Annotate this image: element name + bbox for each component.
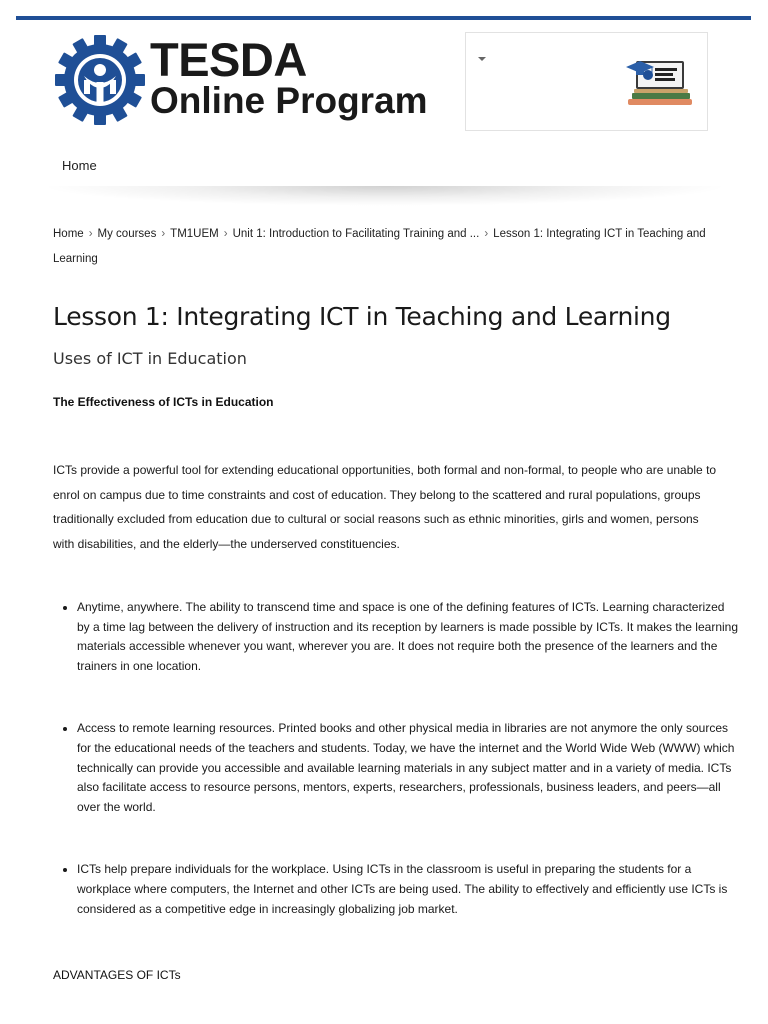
main-nav xyxy=(16,150,751,190)
graduate-laptop-icon xyxy=(624,53,696,113)
logo-title: TESDA xyxy=(150,33,307,86)
nav-home-link[interactable]: Home xyxy=(62,158,97,173)
section-heading: The Effectiveness of ICTs in Education xyxy=(53,395,274,409)
list-item: • Access to remote learning resources. Printed books and other physical media in libraries are not anymore the only sources for the educational needs of the teachers and students. Today, we have the internet and the World Wide Web (WWW) which technically can provide you accessible and available learning materials in any subject matter and in a variety of media. ICTs also facilitate access to resource persons, mentors, experts, researchers, professionals, business leaders, and peers—all over the world. xyxy=(77,719,739,817)
chevron-right-icon: › xyxy=(88,228,93,240)
chevron-right-icon: › xyxy=(161,228,166,240)
caret-down-icon[interactable] xyxy=(478,57,486,61)
advantages-heading: ADVANTAGES OF ICTs xyxy=(53,968,181,982)
logo-subtitle: Online Program xyxy=(150,80,428,121)
points-list xyxy=(53,598,739,962)
breadcrumb xyxy=(53,222,723,272)
chevron-right-icon: › xyxy=(484,228,489,240)
page-subtitle: Uses of ICT in Education xyxy=(53,349,247,368)
chevron-right-icon: › xyxy=(223,228,228,240)
page-title: Lesson 1: Integrating ICT in Teaching and Learning xyxy=(53,302,671,331)
tesda-logo[interactable] xyxy=(54,34,434,134)
intro-paragraph: ICTs provide a powerful tool for extending educational opportunities, both formal and non-formal, to people who are unable to enrol on campus due to time constraints and cost of education. They belong to the scattered and rural populations, groups traditionally excluded from education due to cultural or social reasons such as ethnic minorities, girls and women, persons with disabilities, and the elderly—the underserved constituencies. xyxy=(53,463,717,551)
breadcrumb-home[interactable]: Home xyxy=(53,228,84,240)
tesda-gear-icon xyxy=(54,34,146,126)
site-header xyxy=(16,20,751,145)
breadcrumb-my-courses[interactable]: My courses xyxy=(97,228,157,240)
list-item: • Anytime, anywhere. The ability to transcend time and space is one of the defining features of ICTs. Learning characterized by a time lag between the delivery of instruction and its reception by learners is made possible by ICTs. It makes the learning materials accessible whenever you want, wherever you are. It does not require both the presence of the learners and the trainers in one location. xyxy=(77,598,739,676)
nav-divider-shadow xyxy=(40,186,730,206)
breadcrumb-lesson[interactable]: Lesson 1: Integrating ICT in Teaching and Learning xyxy=(53,228,706,265)
list-item: • ICTs help prepare individuals for the workplace. Using ICTs in the classroom is useful in preparing the students for a workplace where computers, the Internet and other ICTs are being used. The ability to effectively and efficiently use ICTs is considered as a competitive edge in increasingly globalizing job market. xyxy=(77,860,739,919)
breadcrumb-course[interactable]: TM1UEM xyxy=(170,228,219,240)
user-menu[interactable] xyxy=(465,32,708,131)
breadcrumb-unit[interactable]: Unit 1: Introduction to Facilitating Training and ... xyxy=(232,228,480,240)
